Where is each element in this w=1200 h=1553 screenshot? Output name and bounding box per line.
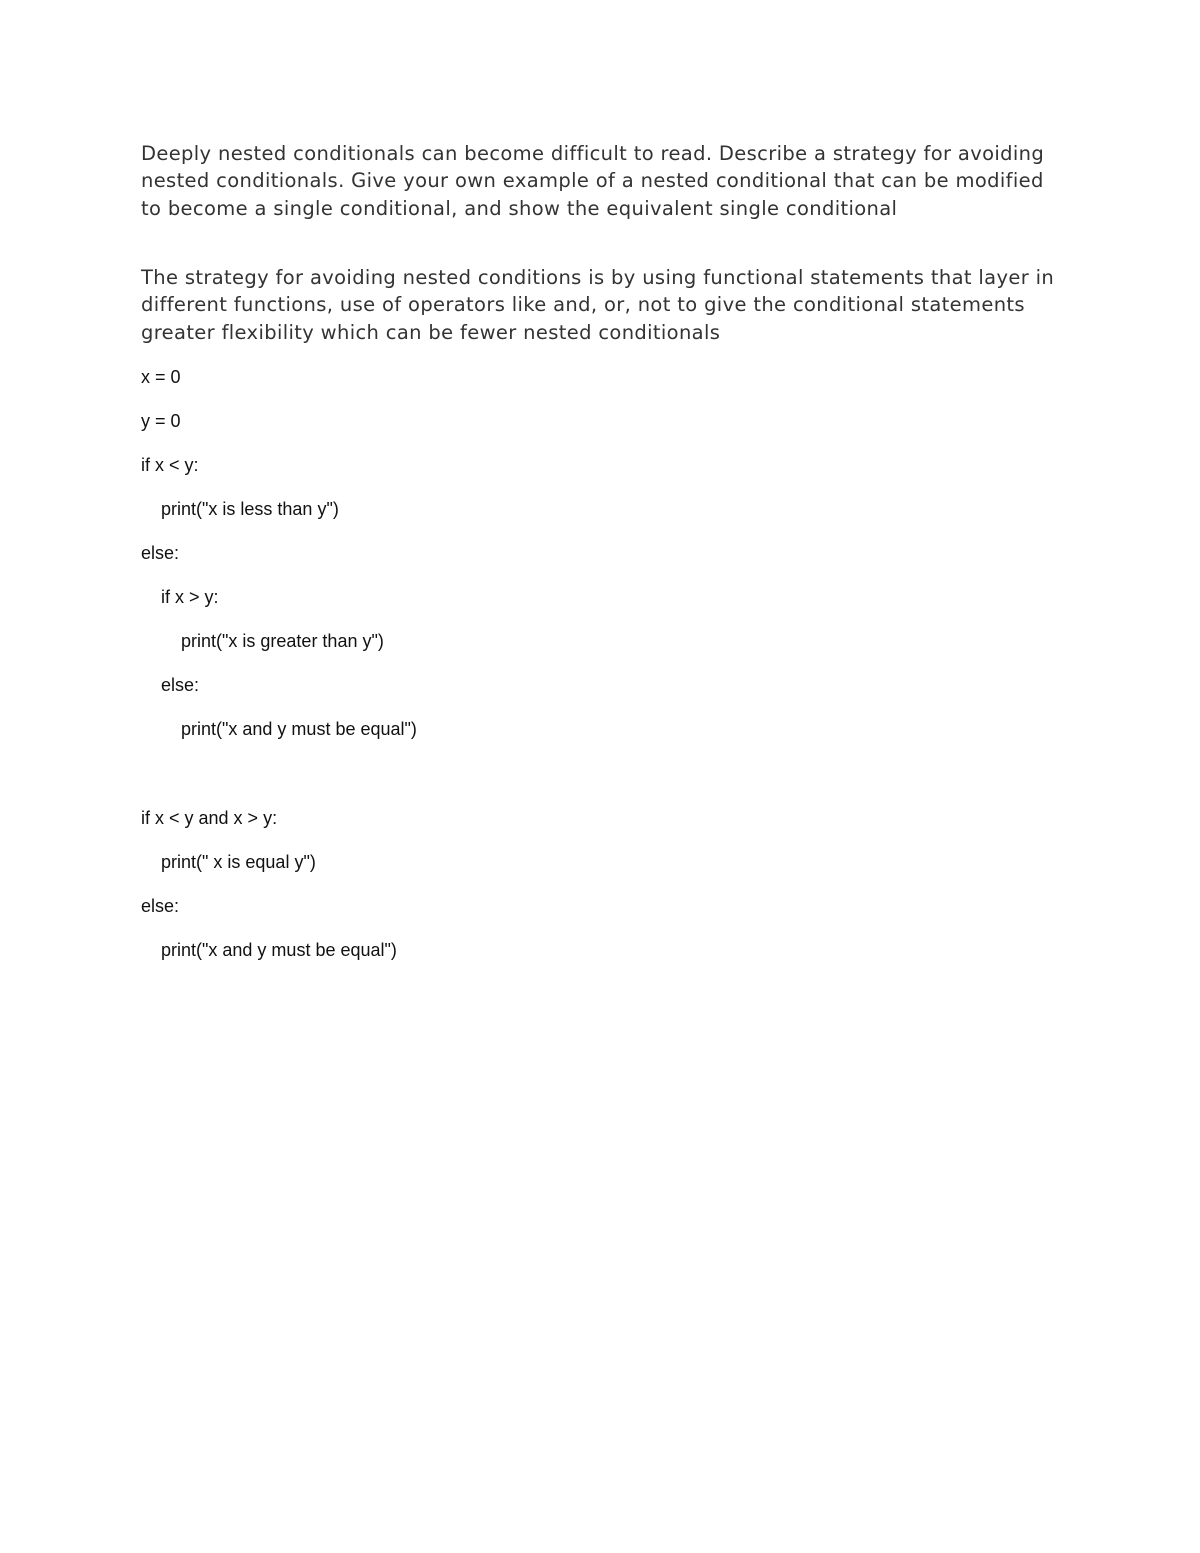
code-line: print("x and y must be equal") [181,719,417,739]
code-line: if x > y: [161,587,219,607]
code-line: else: [141,896,180,916]
code-line: if x < y: [141,455,199,475]
code-line: print("x is less than y") [161,499,339,519]
question-paragraph: Deeply nested conditionals can become difficult to read. Describe a strategy for avoiding nested conditionals. Give your own example of a nested conditional that can be modified to become a single conditional, and show the equivalent single conditional [141,142,1045,220]
code-line: else: [141,543,180,563]
code-line: else: [161,675,200,695]
code-line: print("x and y must be equal") [161,940,397,960]
code-line: x = 0 [141,367,181,387]
code-line: y = 0 [141,411,181,431]
answer-paragraph: The strategy for avoiding nested conditions is by using functional statements that layer in different functions, use of operators like and, or, not to give the conditional statements greater flexibility which can be fewer nested conditionals [141,266,1055,344]
code-line: print(" x is equal y") [161,852,316,872]
code-line: if x < y and x > y: [141,808,278,828]
code-line: print("x is greater than y") [181,631,384,651]
